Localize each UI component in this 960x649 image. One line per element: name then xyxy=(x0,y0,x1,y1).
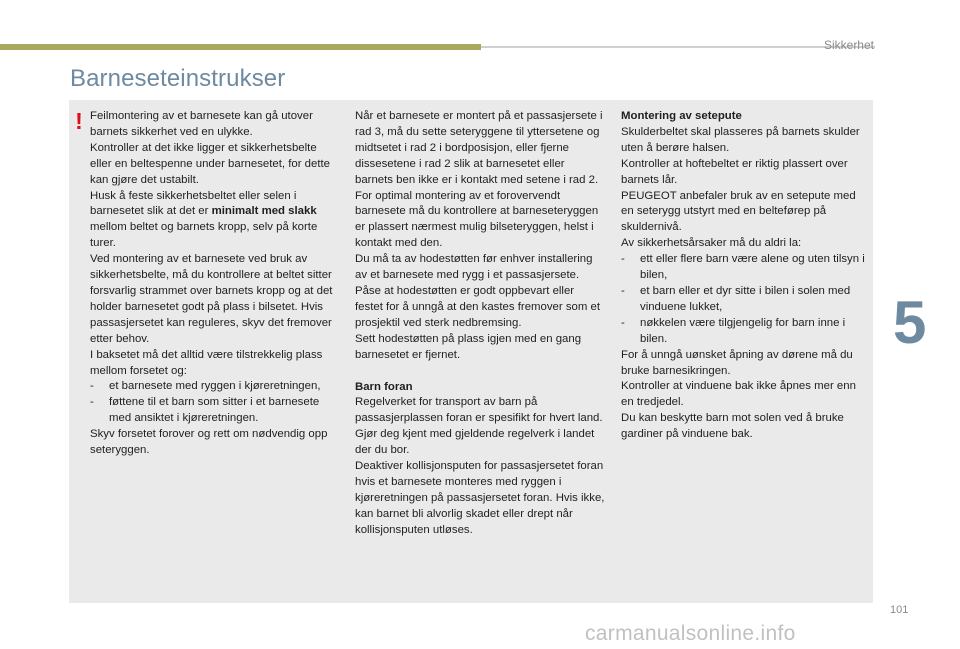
page-title: Barneseteinstrukser xyxy=(70,65,286,92)
paragraph: Du kan beskytte barn mot solen ved å bruke gardiner på vinduene bak. xyxy=(621,412,844,441)
header-rule xyxy=(481,46,875,48)
paragraph: For å unngå uønsket åpning av dørene må du bruke barnesikringen. xyxy=(621,348,853,377)
paragraph: Feilmontering av et barnesete kan gå utover barnets sikkerhet ved en ulykke. xyxy=(90,110,313,138)
paragraph: PEUGEOT anbefaler bruk av en setepute med en seterygg utstyrt med en belteføreр på skuldernivå. xyxy=(621,189,856,234)
section-label: Sikkerhet xyxy=(823,38,874,52)
emphasis: minimalt med slakk xyxy=(211,205,317,218)
column-rear-front xyxy=(355,109,605,539)
paragraph: Kontroller at det ikke ligger et sikkerhetsbelte eller en beltespenne under barnesetet, for dette kan gjøre det ustabilt. xyxy=(90,141,331,186)
paragraph: Husk å feste sikkerhetsbeltet eller selen i barnesetet slik at det er minimalt med slakk mellom beltet og barnets kropp, selv på korte turer. xyxy=(90,189,318,250)
chapter-number: 5 xyxy=(893,289,927,356)
paragraph: Påse at hodestøtten er godt oppbevart eller festet for å unngå at den kastes fremover som et prosjektil ved sterk nedbremsing. xyxy=(355,284,601,329)
paragraph: Du må ta av hodestøtten før enhver installering av et barnesete med rygg i et passasjersete. xyxy=(355,253,593,282)
column-booster-seat xyxy=(621,109,866,443)
paragraph: Kontroller at vinduene bak ikke åpnes mer enn en tredjedel. xyxy=(621,380,856,409)
list-item: - et barn eller et dyr sitte i bilen i solen med vinduene lukket, xyxy=(621,284,851,313)
paragraph: Når et barnesete er montert på et passasjersete i rad 3, må du sette seteryggene til yttersetene og midtsetet i rad 2 i bordposisjon, eller fjerne dissesetene i rad 2 slik at barnesetet eller barnets ben ikke er i kontakt med setene i rad 2. xyxy=(355,110,603,186)
warning-icon: ! xyxy=(75,108,83,134)
paragraph: For optimal montering av et forovervendt barnesete må du kontrollere at barneseteryggen er plassert nærmest mulig bilseteryggen, helst i kontakt med den. xyxy=(355,189,599,250)
subheading-booster: Montering av setepute xyxy=(621,110,742,122)
paragraph: Skyv forsetet forover og rett om nødvendig opp seteryggen. xyxy=(90,428,328,457)
subheading-front-child: Barn foran xyxy=(355,380,413,393)
watermark: carmanualsonline.info xyxy=(585,622,796,645)
paragraph: Ved montering av et barnesete ved bruk av sikkerhetsbelte, må du kontrollere at beltet sitter forsvarlig strammet over barnets kropp og at det holder barnesetet godt på plass i bilsetet. Hvis passasjersetet kan reguleres, skyv det fremover etter behov. xyxy=(90,253,333,345)
list-item: - ett eller flere barn være alene og uten tilsyn i bilen, xyxy=(621,253,865,282)
paragraph: Skulderbeltet skal plasseres på barnets skulder uten å berøre halsen. xyxy=(621,125,860,154)
paragraph: Regelverket for transport av barn på passasjerplassen foran er spesifikt for hvert land. Gjør deg kjent med gjeldende regelverk i landet der du bor. xyxy=(355,396,603,457)
paragraph: I baksetet må det alltid være tilstrekkelig plass mellom forsetet og: xyxy=(90,348,323,377)
paragraph: Sett hodestøtten på plass igjen med en gang barnesetet er fjernet. xyxy=(355,332,582,361)
list-item: - nøkkelen være tilgjengelig for barn inne i bilen. xyxy=(621,316,846,345)
paragraph: Deaktiver kollisjonsputen for passasjersetet foran hvis et barnesete monteres med ryggen i kjøreretningen på passasjersetet foran. Hvis ikke, kan barnet bli alvorlig skadet eller drept når kollisjonsputen utløses. xyxy=(355,460,605,536)
list-item: - et barnesete med ryggen i kjøreretningen, xyxy=(90,380,321,393)
page-number: 101 xyxy=(890,604,909,616)
paragraph: Av sikkerhetsårsaker må du aldri la: xyxy=(621,237,802,250)
paragraph: Kontroller at hoftebeltet er riktig plassert over barnets lår. xyxy=(621,157,848,186)
header-accent-bar xyxy=(0,44,481,50)
column-warnings xyxy=(90,109,340,459)
list-item: - føttene til et barn som sitter i et barnesete med ansiktet i kjøreretningen. xyxy=(90,396,320,425)
